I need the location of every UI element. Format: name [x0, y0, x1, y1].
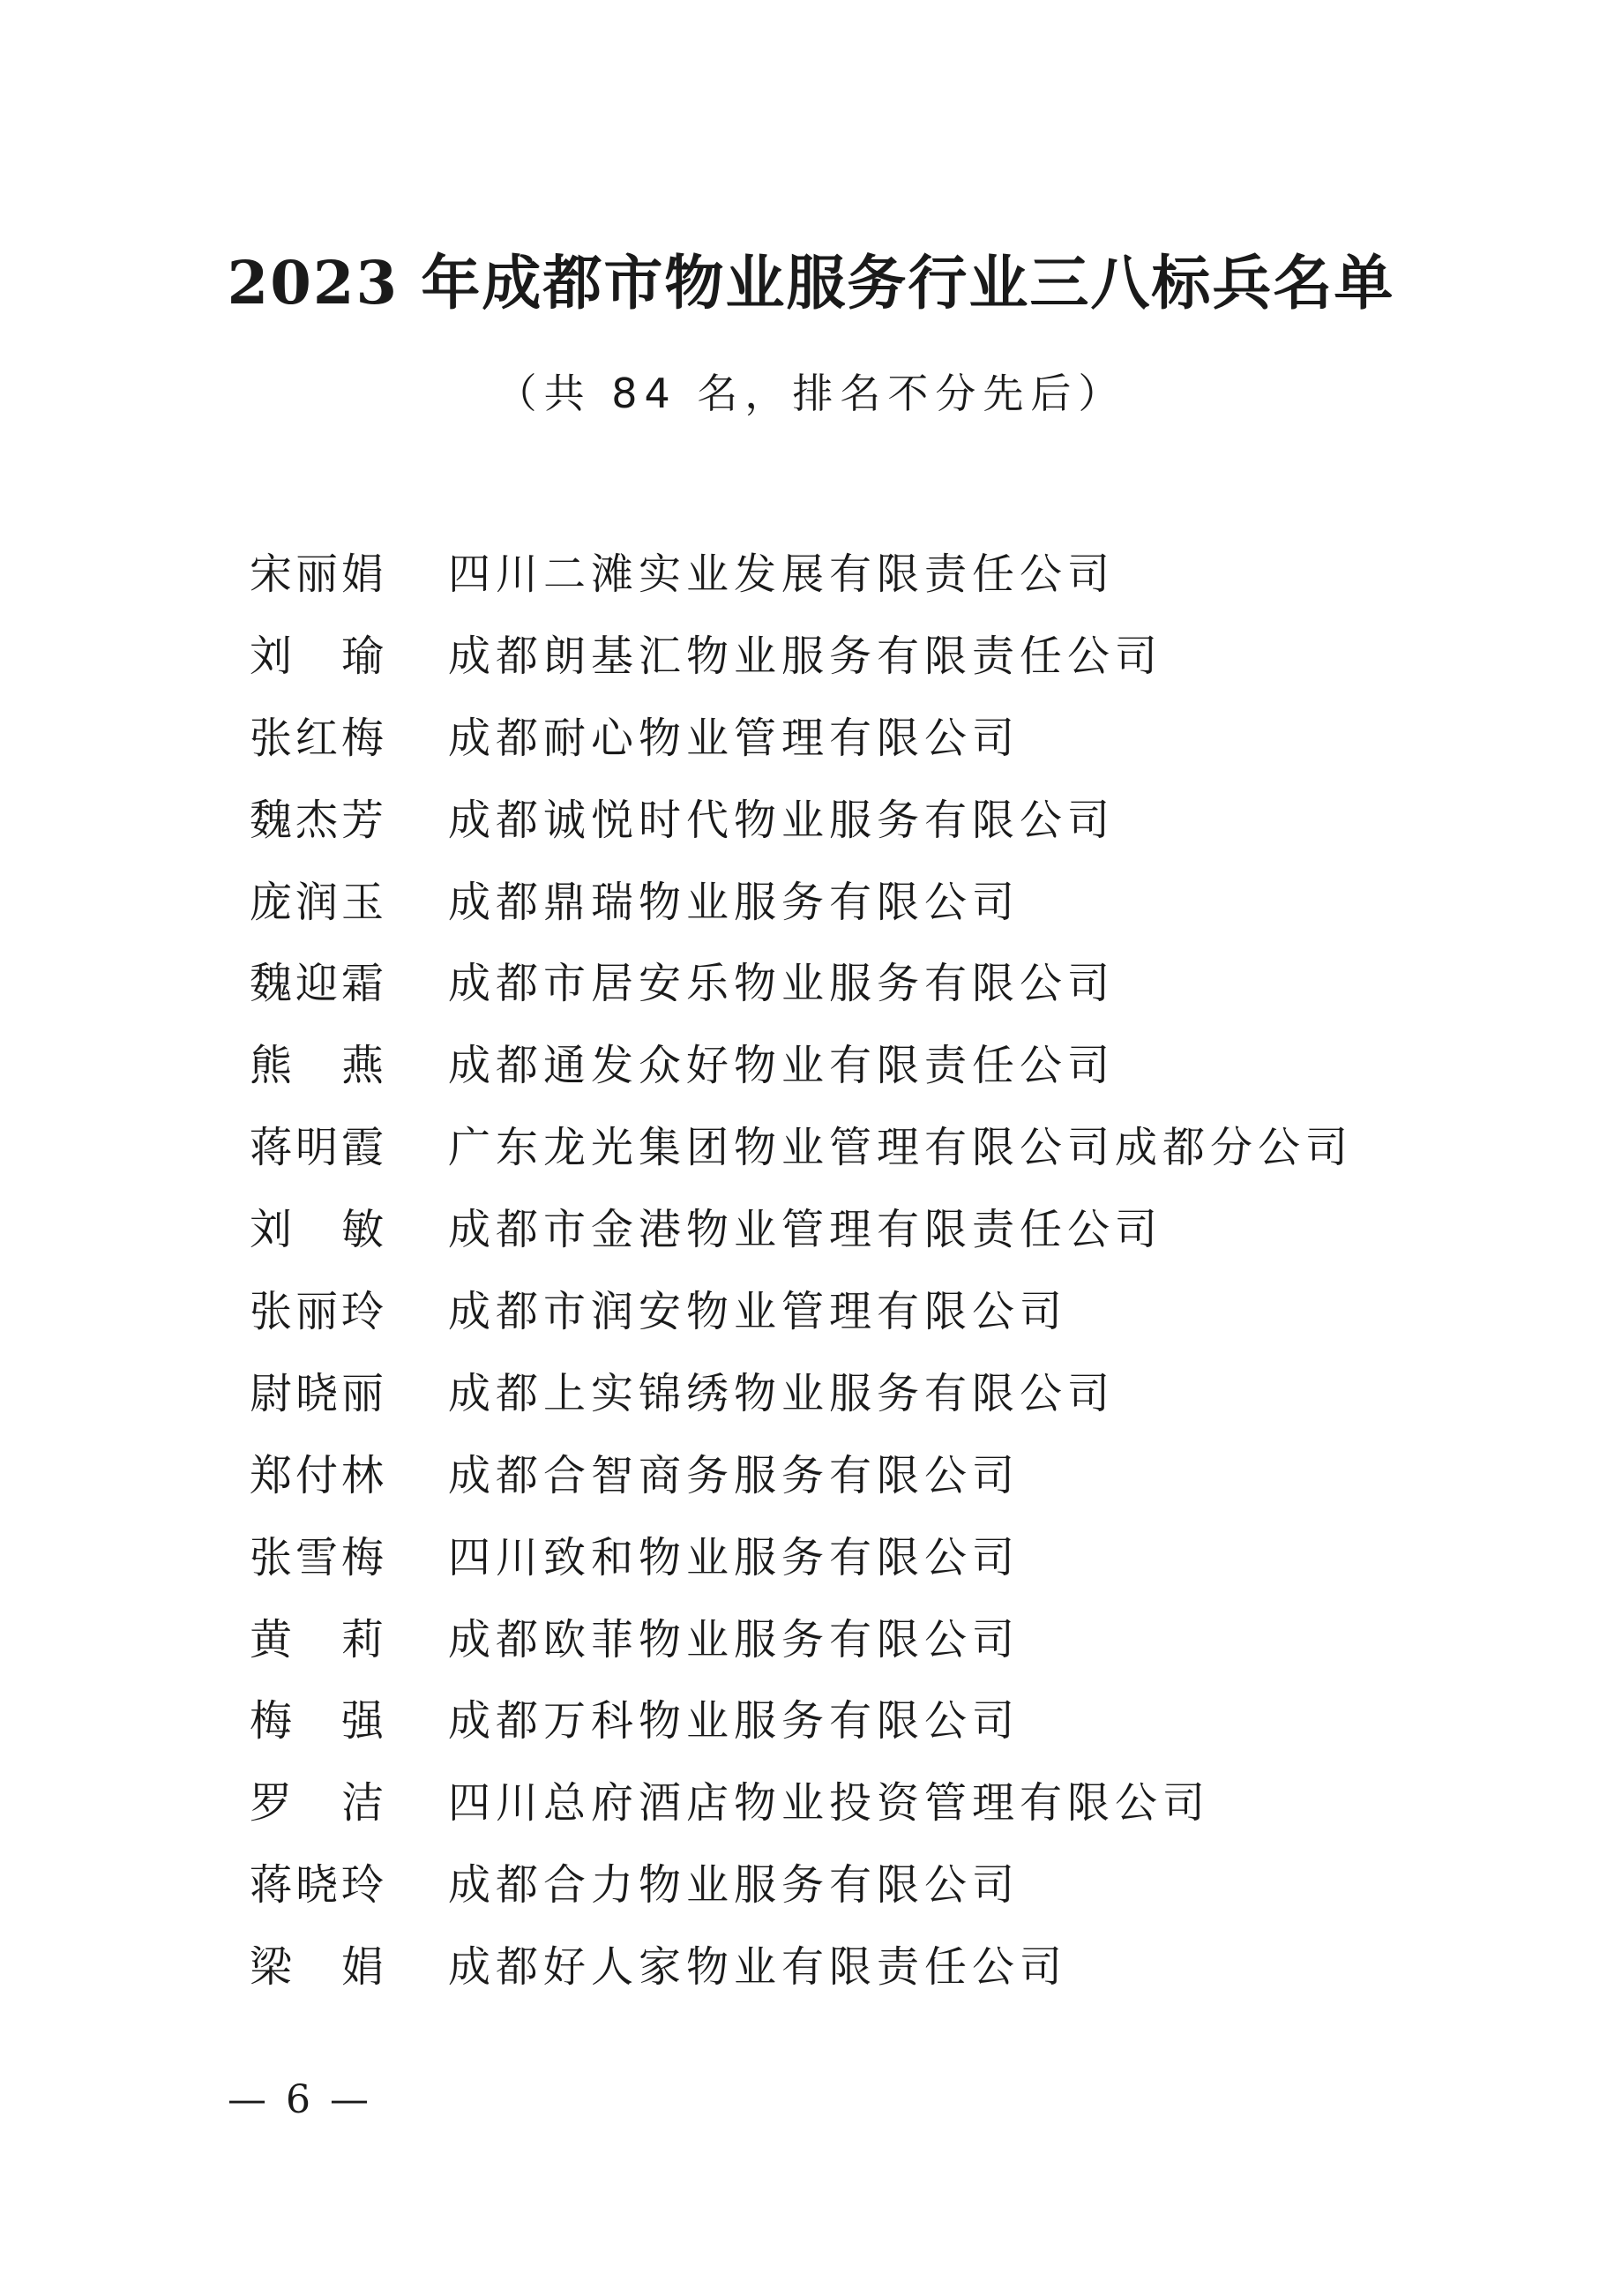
honoree-organization: 四川总府酒店物业投资管理有限公司 [448, 1778, 1211, 1829]
honoree-organization: 四川致和物业服务有限公司 [448, 1532, 1020, 1582]
honoree-name: 蒋明霞 [250, 1123, 388, 1173]
honoree-organization: 成都市金港物业管理有限责任公司 [448, 1205, 1163, 1255]
page-title: 2023 年成都市物业服务行业三八标兵名单 [227, 248, 1395, 318]
honoree-name: 郑付林 [250, 1450, 388, 1500]
honoree-organization: 成都合智商务服务有限公司 [448, 1450, 1020, 1500]
list-item [250, 1185, 1484, 1267]
honoree-organization: 成都通发众好物业有限责任公司 [448, 1041, 1116, 1091]
page-number: — 6 — [228, 2077, 372, 2122]
list-item [250, 1840, 1484, 1922]
list-item [250, 693, 1484, 775]
list-item [250, 1431, 1484, 1513]
list-item [250, 775, 1484, 857]
honoree-name: 宋丽娟 [250, 549, 388, 599]
honoree-organization: 成都好人家物业有限责任公司 [448, 1942, 1068, 1993]
honoree-organization: 成都朗基汇物业服务有限责任公司 [448, 631, 1163, 681]
honoree-name: 庞润玉 [250, 877, 388, 927]
list-item [250, 857, 1484, 939]
honoree-name: 梅 强 [250, 1696, 388, 1746]
honoree-name: 张丽玲 [250, 1286, 388, 1336]
honoree-name: 黄 莉 [250, 1614, 388, 1664]
list-item [250, 1595, 1484, 1677]
honoree-organization: 成都诚悦时代物业服务有限公司 [448, 795, 1116, 845]
honoree-name: 罗 洁 [250, 1778, 388, 1829]
honoree-name: 熊 燕 [250, 1041, 388, 1091]
honoree-name: 蒋晓玲 [250, 1860, 388, 1911]
honoree-name: 尉晓丽 [250, 1368, 388, 1418]
honoree-organization: 广东龙光集团物业管理有限公司成都分公司 [448, 1123, 1354, 1173]
list-item [250, 1676, 1484, 1758]
list-item [250, 939, 1484, 1021]
honoree-name: 张雪梅 [250, 1532, 388, 1582]
list-item [250, 611, 1484, 693]
honoree-name: 刘 瑜 [250, 631, 388, 681]
list-item [250, 1103, 1484, 1185]
list-item [250, 1349, 1484, 1431]
honoree-organization: 成都市润安物业管理有限公司 [448, 1286, 1068, 1336]
list-item [250, 1758, 1484, 1840]
page-subtitle: （共 84 名，排名不分先后） [496, 370, 1126, 417]
honoree-list [250, 529, 1484, 2004]
honoree-organization: 成都上实锦绣物业服务有限公司 [448, 1368, 1116, 1418]
list-item [250, 1922, 1484, 2004]
honoree-organization: 成都合力物业服务有限公司 [448, 1860, 1020, 1911]
honoree-organization: 四川二滩实业发展有限责任公司 [448, 549, 1116, 599]
honoree-organization: 成都耐心物业管理有限公司 [448, 713, 1020, 763]
honoree-name: 刘 敏 [250, 1205, 388, 1255]
honoree-organization: 成都欧菲物业服务有限公司 [448, 1614, 1020, 1664]
list-item [250, 529, 1484, 611]
honoree-name: 魏杰芳 [250, 795, 388, 845]
honoree-name: 张红梅 [250, 713, 388, 763]
honoree-name: 魏迎霜 [250, 959, 388, 1009]
list-item [250, 1267, 1484, 1349]
honoree-organization: 成都市居安乐物业服务有限公司 [448, 959, 1116, 1009]
honoree-organization: 成都万科物业服务有限公司 [448, 1696, 1020, 1746]
honoree-name: 梁 娟 [250, 1942, 388, 1993]
list-item [250, 1513, 1484, 1595]
list-item [250, 1021, 1484, 1103]
honoree-organization: 成都鼎瑞物业服务有限公司 [448, 877, 1020, 927]
